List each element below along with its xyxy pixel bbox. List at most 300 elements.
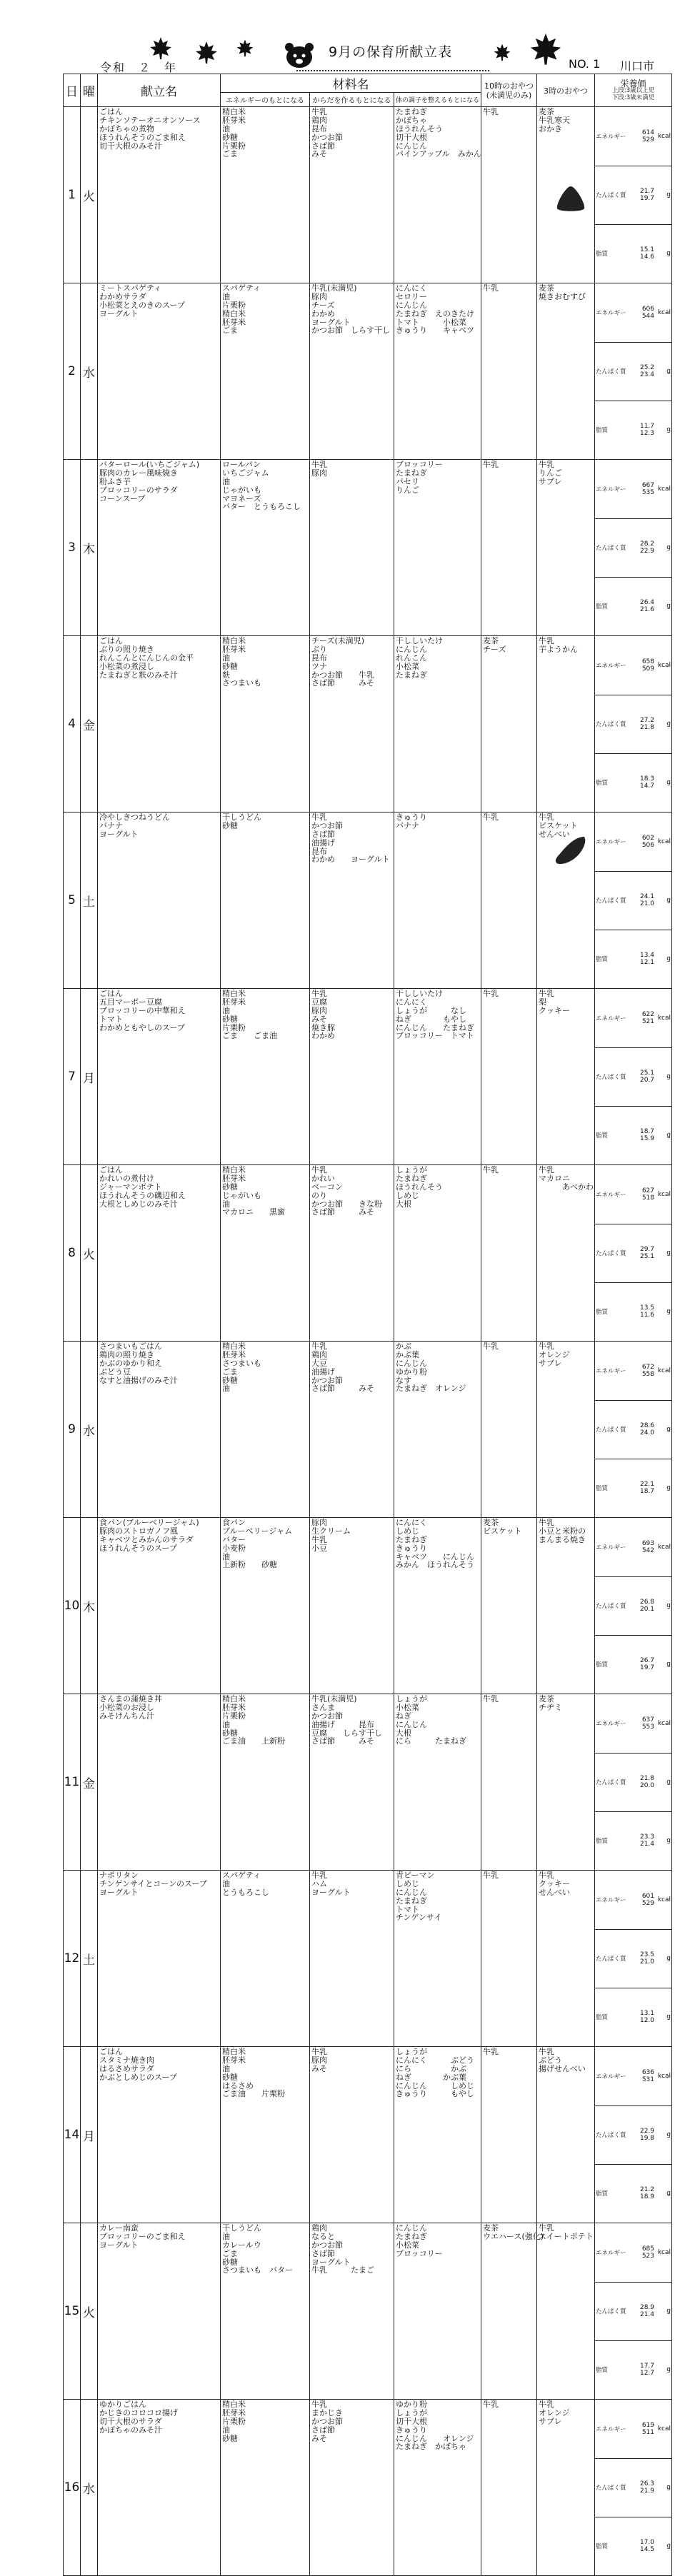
weekday: 木 xyxy=(81,1518,98,1694)
condition-ingredients-line: たまねぎ xyxy=(396,1896,427,1906)
menu-names-line: ジャーマンポテト xyxy=(99,1182,162,1192)
value-under3: 14.5 xyxy=(639,2546,655,2554)
body-ingredients-line: チーズ(未満児) xyxy=(311,636,365,645)
weekday: 水 xyxy=(81,2400,98,2576)
condition-ingredients-line: キャベツ にんじん xyxy=(396,1551,474,1561)
weekday: 火 xyxy=(81,107,98,283)
energy-ingredients-line: さつまいも バター xyxy=(222,2265,293,2275)
menu-names xyxy=(98,2400,221,2576)
menu-names-line: さんまの蒲焼き丼 xyxy=(99,1694,162,1704)
snack-3pm-line: 牛乳 xyxy=(539,2223,555,2233)
body-ingredients-line: 大豆 xyxy=(311,1358,327,1368)
snack-3pm xyxy=(537,1342,595,1518)
energy-ingredients-line: 胚芽米 xyxy=(222,644,246,654)
snack-3pm-line: まんまる焼き xyxy=(539,1535,586,1544)
nutrient-label: たんぱく質 xyxy=(595,342,628,401)
menu-names-line: ミートスパゲティ xyxy=(99,283,162,293)
body-ingredients xyxy=(310,1871,394,2047)
value-under3: 20.7 xyxy=(639,1077,655,1084)
snack-10am-line: 牛乳 xyxy=(483,1871,499,1880)
nutrient-values xyxy=(628,1694,655,1753)
menu-names xyxy=(98,107,221,283)
snack-10am-line: 麦茶 xyxy=(483,1518,499,1527)
condition-ingredients-line: 青ピーマン xyxy=(396,1871,435,1880)
energy-ingredients-line: バター xyxy=(222,1534,246,1544)
page-header xyxy=(0,0,675,74)
condition-ingredients xyxy=(394,1518,481,1694)
condition-ingredients-line: ねぎ もやし xyxy=(396,1014,466,1024)
grass-decoration xyxy=(296,66,489,71)
menu-names xyxy=(98,1165,221,1342)
nutrition-cell xyxy=(595,1165,672,1342)
weekday: 月 xyxy=(81,989,98,1165)
snack-3pm-line: 梨 xyxy=(539,997,547,1007)
energy-ingredients-line: 干しうどん xyxy=(222,2223,261,2233)
menu-names xyxy=(98,1694,221,1871)
nutrient-unit: g xyxy=(655,2458,671,2517)
energy-ingredients-line: ごま xyxy=(222,326,238,336)
value-over3: 28.6 xyxy=(639,1422,655,1429)
day-number: 3 xyxy=(64,460,81,636)
nutrient-unit: g xyxy=(666,603,671,610)
condition-ingredients-line: 小松菜 xyxy=(396,2240,419,2250)
value-under3: 21.0 xyxy=(639,900,655,907)
snack-3pm-line: 牛乳 xyxy=(539,812,555,822)
value-over3: 667 xyxy=(641,481,655,489)
snack-3pm-line: オレンジ xyxy=(539,2408,570,2417)
energy-ingredients-line: 精白米 xyxy=(222,1342,246,1351)
nutrient-unit: g xyxy=(666,250,671,258)
condition-ingredients-line: ゆかり粉 xyxy=(396,2400,427,2409)
energy-ingredients-line: さつまいも xyxy=(222,1358,261,1368)
nutrient-values xyxy=(628,930,655,988)
value-over3: 18.3 xyxy=(639,775,655,783)
nutrient-label: エネルギー xyxy=(595,989,628,1047)
energy-ingredients-line: 砂糖 xyxy=(222,2072,238,2082)
condition-ingredients xyxy=(394,283,481,460)
rice-ball-icon xyxy=(554,184,587,213)
value-under3: 21.4 xyxy=(639,1841,655,1848)
energy-ingredients xyxy=(221,283,310,460)
snack-3pm-line: 麦茶 xyxy=(539,107,555,116)
nutrient-unit: g xyxy=(655,1224,671,1282)
menu-names-line: バターロール(いちごジャム) xyxy=(99,460,200,469)
nutrient-unit: g xyxy=(666,2190,671,2198)
nutrient-values xyxy=(628,2282,655,2340)
nutrition-cell xyxy=(595,283,672,460)
nutrient-values xyxy=(628,107,655,166)
day-number: 11 xyxy=(64,1694,81,1871)
value-under3: 24.0 xyxy=(639,1429,655,1437)
menu-names-line: かぶのゆかり和え xyxy=(99,1358,162,1368)
menu-names-line: 食パン(ブルーベリージャム) xyxy=(99,1518,199,1527)
header-day: 日 xyxy=(64,74,81,107)
snack-3pm-line: 麦茶 xyxy=(539,283,555,293)
menu-names-line: かじきのコロコロ揚げ xyxy=(99,2408,178,2417)
energy-ingredients xyxy=(221,460,310,636)
nutrient-label: 脂質 xyxy=(596,2190,609,2198)
nutrient-values xyxy=(628,518,655,577)
energy-ingredients xyxy=(221,812,310,989)
menu-names xyxy=(98,2047,221,2223)
nutrient-label: エネルギー xyxy=(595,1518,628,1576)
nutrient-label: エネルギー xyxy=(595,107,628,166)
energy-ingredients xyxy=(221,2223,310,2400)
energy-ingredients-line: マカロニ 黒蜜 xyxy=(222,1207,285,1217)
menu-names-line: チキンソテーオニオンソース xyxy=(99,115,201,125)
value-under3: 531 xyxy=(641,2076,655,2083)
value-over3: 26.4 xyxy=(639,599,655,607)
table-row xyxy=(64,1165,672,1342)
header-body: からだを作るもとになる xyxy=(310,93,394,107)
body-ingredients-line: 牛乳 xyxy=(311,460,327,469)
condition-ingredients-line: しめじ xyxy=(396,1190,419,1200)
nutrient-label: エネルギー xyxy=(595,2400,628,2458)
condition-ingredients-line: トマト xyxy=(396,1904,419,1914)
condition-ingredients-line: しょうが xyxy=(396,2408,427,2417)
condition-ingredients-line: きゅうり xyxy=(396,2425,427,2435)
nutrient-label: エネルギー xyxy=(595,2047,628,2105)
snack-10am xyxy=(481,1165,537,1342)
snack-10am xyxy=(481,283,537,460)
snack-10am-line: 牛乳 xyxy=(483,2047,499,2056)
snack-3pm-line: 焼きおむすび xyxy=(539,292,586,301)
energy-ingredients-line: 砂糖 xyxy=(222,1728,238,1738)
energy-ingredients-line: ごま油 片栗粉 xyxy=(222,2089,285,2099)
nutrient-label: 脂質 xyxy=(596,1838,609,1846)
condition-ingredients-line: ブロッコリー xyxy=(396,2248,443,2258)
condition-ingredients-line: れんこん xyxy=(396,653,427,663)
body-ingredients xyxy=(310,2400,394,2576)
menu-names-line: ごはん xyxy=(99,1165,123,1174)
body-ingredients-line: みそ xyxy=(311,2433,327,2443)
condition-ingredients xyxy=(394,2223,481,2400)
value-over3: 606 xyxy=(641,305,655,313)
body-ingredients-line: みそ xyxy=(311,1014,327,1024)
energy-ingredients-line: 麩 xyxy=(222,670,230,680)
value-over3: 26.3 xyxy=(639,2480,655,2487)
menu-names-line: 切干大根のサラダ xyxy=(99,2416,162,2426)
table-row xyxy=(64,460,672,636)
condition-ingredients-line: にんにく xyxy=(396,1518,427,1527)
nutrient-label: エネルギー xyxy=(595,2223,628,2282)
nutrient-unit: g xyxy=(666,1308,671,1316)
condition-ingredients-line: 干ししいたけ xyxy=(396,989,443,998)
condition-ingredients xyxy=(394,107,481,283)
body-ingredients-line: 豚肉 xyxy=(311,291,327,301)
value-under3: 521 xyxy=(641,1017,655,1025)
snack-3pm-line: 牛乳 xyxy=(539,1518,555,1527)
snack-10am-line: 麦茶 xyxy=(483,2223,499,2233)
energy-ingredients-line: 片栗粉 xyxy=(222,141,246,151)
condition-ingredients-line: にんじん xyxy=(396,1887,427,1897)
energy-ingredients-line: 油 xyxy=(222,1719,230,1729)
condition-ingredients-line: にんじん xyxy=(396,141,427,151)
nutrition-cell xyxy=(595,107,672,283)
snack-3pm-line: せんべい xyxy=(539,830,570,839)
condition-ingredients-line: たまねぎ オレンジ xyxy=(396,1384,466,1394)
nutrient-values xyxy=(628,2340,655,2399)
day-number: 8 xyxy=(64,1165,81,1342)
nutrient-values xyxy=(628,636,655,695)
condition-ingredients-line: 小松菜 xyxy=(396,1702,419,1712)
energy-ingredients-line: 上新粉 砂糖 xyxy=(222,1560,277,1570)
snack-10am-line: 牛乳 xyxy=(483,107,499,116)
energy-ingredients xyxy=(221,2047,310,2223)
condition-ingredients-line: セロリー xyxy=(396,291,427,301)
condition-ingredients-line: なす xyxy=(396,1375,411,1385)
condition-ingredients-line: たまねぎ xyxy=(396,1534,427,1544)
energy-ingredients xyxy=(221,1342,310,1518)
nutrient-values xyxy=(628,1165,655,1224)
nutrient-values xyxy=(628,1400,655,1459)
table-row xyxy=(64,2223,672,2400)
value-over3: 13.4 xyxy=(639,952,655,960)
body-ingredients-line: 牛乳 たまご xyxy=(311,2265,374,2275)
body-ingredients-line: みそ xyxy=(311,2063,327,2073)
energy-ingredients-line: 砂糖 xyxy=(222,2433,238,2443)
nutrient-values xyxy=(628,401,655,459)
body-ingredients-line: 牛乳 xyxy=(311,1534,327,1544)
menu-names-line: かぼちゃのみそ汁 xyxy=(99,2425,162,2435)
energy-ingredients-line: スパゲティ xyxy=(222,283,261,293)
energy-ingredients-line: ごま xyxy=(222,2248,238,2258)
value-over3: 11.7 xyxy=(639,423,655,431)
body-ingredients-line: さば節 みそ xyxy=(311,678,374,688)
condition-ingredients-line: きゅうり もやし xyxy=(396,2089,474,2099)
snack-3pm-line: 揚げせんべい xyxy=(539,2064,586,2073)
body-ingredients-line: 牛乳 xyxy=(311,1342,327,1351)
body-ingredients xyxy=(310,1518,394,1694)
condition-ingredients-line: 大根 xyxy=(396,1728,411,1738)
body-ingredients-line: 豆腐 xyxy=(311,997,327,1007)
nutrition-cell xyxy=(595,636,672,812)
nutrient-values xyxy=(628,1576,655,1635)
energy-ingredients-line: カレールウ xyxy=(222,2240,261,2250)
snack-10am-line: 牛乳 xyxy=(483,1342,499,1351)
menu-names-line: 大根としめじのみそ汁 xyxy=(99,1199,178,1209)
nutrient-unit: g xyxy=(655,1753,671,1811)
value-under3: 15.9 xyxy=(639,1135,655,1143)
snack-3pm-line: サブレ xyxy=(539,1359,562,1368)
body-ingredients-line: さば節 xyxy=(311,829,335,839)
energy-ingredients-line: ブルーベリージャム xyxy=(222,1526,293,1536)
nutrient-values xyxy=(628,1224,655,1282)
condition-ingredients-line: しょうが xyxy=(396,1694,427,1704)
value-over3: 22.9 xyxy=(639,2128,655,2135)
condition-ingredients-line: にら たまねぎ xyxy=(396,1736,466,1746)
energy-ingredients-line: ごま ごま油 xyxy=(222,1031,277,1041)
condition-ingredients-line: にんじん たまねぎ xyxy=(396,1022,474,1032)
day-number: 1 xyxy=(64,107,81,283)
snack-3pm-line: 牛乳 xyxy=(539,460,555,469)
condition-ingredients-line: トマト 小松菜 xyxy=(396,317,466,327)
energy-ingredients-line: 油 xyxy=(222,653,230,663)
condition-ingredients-line: たまねぎ xyxy=(396,107,427,116)
nutrient-values xyxy=(628,695,655,753)
snack-10am-line: 牛乳 xyxy=(483,989,499,998)
energy-ingredients-line: じゃがいも xyxy=(222,1190,261,1200)
snack-3pm xyxy=(537,283,595,460)
menu-names-line: ほうれんそうの磯辺和え xyxy=(99,1190,186,1200)
body-ingredients xyxy=(310,2047,394,2223)
body-ingredients-line: かれい xyxy=(311,1173,335,1183)
table-row xyxy=(64,989,672,1165)
body-ingredients-line: 昆布 xyxy=(311,846,327,856)
snack-10am xyxy=(481,2223,544,2400)
body-ingredients-line: 昆布 xyxy=(311,124,327,134)
nutrition-cell xyxy=(595,1871,672,2047)
menu-names-line: ヨーグルト xyxy=(99,1887,139,1897)
body-ingredients-line: 牛乳 xyxy=(311,1165,327,1174)
menu-names-line: たまねぎと麩のみそ汁 xyxy=(99,670,178,680)
condition-ingredients-line: きゅうり xyxy=(396,812,427,822)
nutrient-unit: g xyxy=(655,2282,671,2340)
condition-ingredients-line: たまねぎ xyxy=(396,468,427,478)
snack-10am xyxy=(481,1518,537,1694)
body-ingredients-line: チーズ xyxy=(311,300,335,310)
value-over3: 627 xyxy=(641,1187,655,1194)
snack-3pm-line: 牛乳寒天 xyxy=(539,116,571,125)
condition-ingredients-line: かぶ xyxy=(396,1342,411,1351)
nutrient-values xyxy=(628,1282,655,1341)
energy-ingredients-line: じゃがいも xyxy=(222,485,261,495)
body-ingredients-line: 牛乳(未満児) xyxy=(311,1694,357,1704)
menu-names-line: みそけんちん汁 xyxy=(99,1711,154,1721)
nutrient-label: エネルギー xyxy=(595,636,628,695)
energy-ingredients-line: 油 xyxy=(222,1005,230,1015)
energy-ingredients-line: 油 xyxy=(222,1199,230,1209)
value-over3: 21.7 xyxy=(639,188,655,195)
energy-ingredients-line: 胚芽米 xyxy=(222,2055,246,2065)
nutrient-unit: g xyxy=(655,871,671,930)
header-energy: エネルギーのもとになる xyxy=(221,93,310,107)
body-ingredients-line: わかめ xyxy=(311,308,335,318)
weekday: 金 xyxy=(81,1694,98,1871)
nutrient-values xyxy=(628,1753,655,1811)
maple-leaf-icon xyxy=(493,43,511,61)
condition-ingredients xyxy=(394,1342,481,1518)
body-ingredients-line: ハム xyxy=(311,1878,327,1888)
condition-ingredients-line: 切干大根 xyxy=(396,2416,427,2426)
energy-ingredients-line: 胚芽米 xyxy=(222,1349,246,1359)
body-ingredients-line: 鶏肉 xyxy=(311,115,327,125)
nutrient-unit: kcal xyxy=(655,2400,671,2458)
nutrient-values xyxy=(628,2047,655,2105)
menu-names-line: ブロッコリーのごま和え xyxy=(99,2231,186,2241)
snack-10am xyxy=(481,636,537,812)
snack-3pm-line: ぶどう xyxy=(539,2056,563,2065)
snack-10am xyxy=(481,1694,537,1871)
value-under3: 23.4 xyxy=(639,371,655,378)
condition-ingredients-line: にんじん xyxy=(396,300,427,310)
body-ingredients-line: さば節 xyxy=(311,2248,335,2258)
nutrient-unit: g xyxy=(666,2366,671,2374)
value-over3: 23.5 xyxy=(639,1951,655,1958)
day-number: 7 xyxy=(64,989,81,1165)
condition-ingredients xyxy=(394,1694,481,1871)
value-under3: 529 xyxy=(641,1899,655,1907)
nutrition-cell xyxy=(595,989,672,1165)
energy-ingredients-line: 砂糖 xyxy=(222,132,238,142)
header-snack3: 3時のおやつ xyxy=(537,74,595,107)
nutrient-unit: kcal xyxy=(655,2223,671,2282)
body-ingredients-line: かつお節 xyxy=(311,2240,343,2250)
menu-names-line: 小松菜の煮浸し xyxy=(99,661,154,671)
energy-ingredients xyxy=(221,1694,310,1871)
snack-3pm-line: ビスケット xyxy=(539,821,578,830)
value-over3: 658 xyxy=(641,658,655,665)
body-ingredients-line: さば節 xyxy=(311,2425,335,2435)
snack-3pm-line: 麦茶 xyxy=(539,1694,555,1704)
value-over3: 637 xyxy=(641,1716,655,1724)
maple-leaf-icon xyxy=(529,31,563,66)
menu-names-line: かぶとしめじのスープ xyxy=(99,2072,177,2082)
value-under3: 12.1 xyxy=(639,959,655,967)
snack-10am xyxy=(481,1342,537,1518)
menu-table xyxy=(63,74,672,2576)
menu-names-line: ぶどう豆 xyxy=(99,1367,131,1377)
snack-3pm-line: 芋ようかん xyxy=(539,645,579,654)
menu-names-line: なすと油揚げのみそ汁 xyxy=(99,1375,178,1385)
condition-ingredients-line: にんじん xyxy=(396,1358,427,1368)
weekday: 土 xyxy=(81,1871,98,2047)
snack-3pm xyxy=(537,2223,595,2400)
condition-ingredients-line: パインアップル みかん xyxy=(396,149,481,159)
snack-3pm xyxy=(537,636,595,812)
snack-3pm-line: クッキー xyxy=(539,1006,571,1015)
snack-3pm-line: あべかわ xyxy=(539,1182,594,1192)
snack-3pm-line: 牛乳 xyxy=(539,1871,555,1880)
energy-ingredients-line: 砂糖 xyxy=(222,661,238,671)
condition-ingredients-line: たまねぎ xyxy=(396,1173,427,1183)
energy-ingredients-line: 精白米 xyxy=(222,2400,246,2409)
energy-ingredients-line: 胚芽米 xyxy=(222,1173,246,1183)
value-over3: 619 xyxy=(641,2421,655,2429)
condition-ingredients-line: 大根 xyxy=(396,1199,411,1209)
menu-names-line: ブロッコリーのサラダ xyxy=(99,485,178,495)
nutrient-values xyxy=(628,2458,655,2517)
day-number: 15 xyxy=(64,2223,81,2400)
nutrient-label: たんぱく質 xyxy=(595,1047,628,1106)
nutrient-label: 脂質 xyxy=(596,1485,609,1493)
nutrient-values xyxy=(628,1047,655,1106)
menu-names-line: 小松菜とえのきのスープ xyxy=(99,300,185,310)
day-number: 12 xyxy=(64,1871,81,2047)
nutrient-unit: g xyxy=(655,1576,671,1635)
condition-ingredients-line: きゅうり キャベツ xyxy=(396,326,474,336)
body-ingredients xyxy=(310,1342,394,1518)
snack-3pm-line: 牛乳 xyxy=(539,2400,555,2409)
snack-10am xyxy=(481,2047,537,2223)
header-weekday: 曜 xyxy=(81,74,98,107)
value-under3: 14.7 xyxy=(639,783,655,790)
nutrient-label: たんぱく質 xyxy=(595,871,628,930)
snack-10am xyxy=(481,989,537,1165)
body-ingredients xyxy=(310,989,394,1165)
menu-names-line: かぼちゃの煮物 xyxy=(99,124,154,134)
value-under3: 19.7 xyxy=(639,195,655,202)
energy-ingredients-line: マヨネーズ xyxy=(222,493,261,503)
value-under3: 553 xyxy=(641,1723,655,1731)
condition-ingredients-line: しょうが xyxy=(396,2047,427,2056)
condition-ingredients-line: チンゲンサイ xyxy=(396,1913,442,1923)
snack-3pm xyxy=(537,989,595,1165)
body-ingredients xyxy=(310,2223,394,2400)
value-over3: 28.2 xyxy=(639,540,655,548)
snack-3pm xyxy=(537,1871,595,2047)
value-over3: 693 xyxy=(641,1539,655,1547)
